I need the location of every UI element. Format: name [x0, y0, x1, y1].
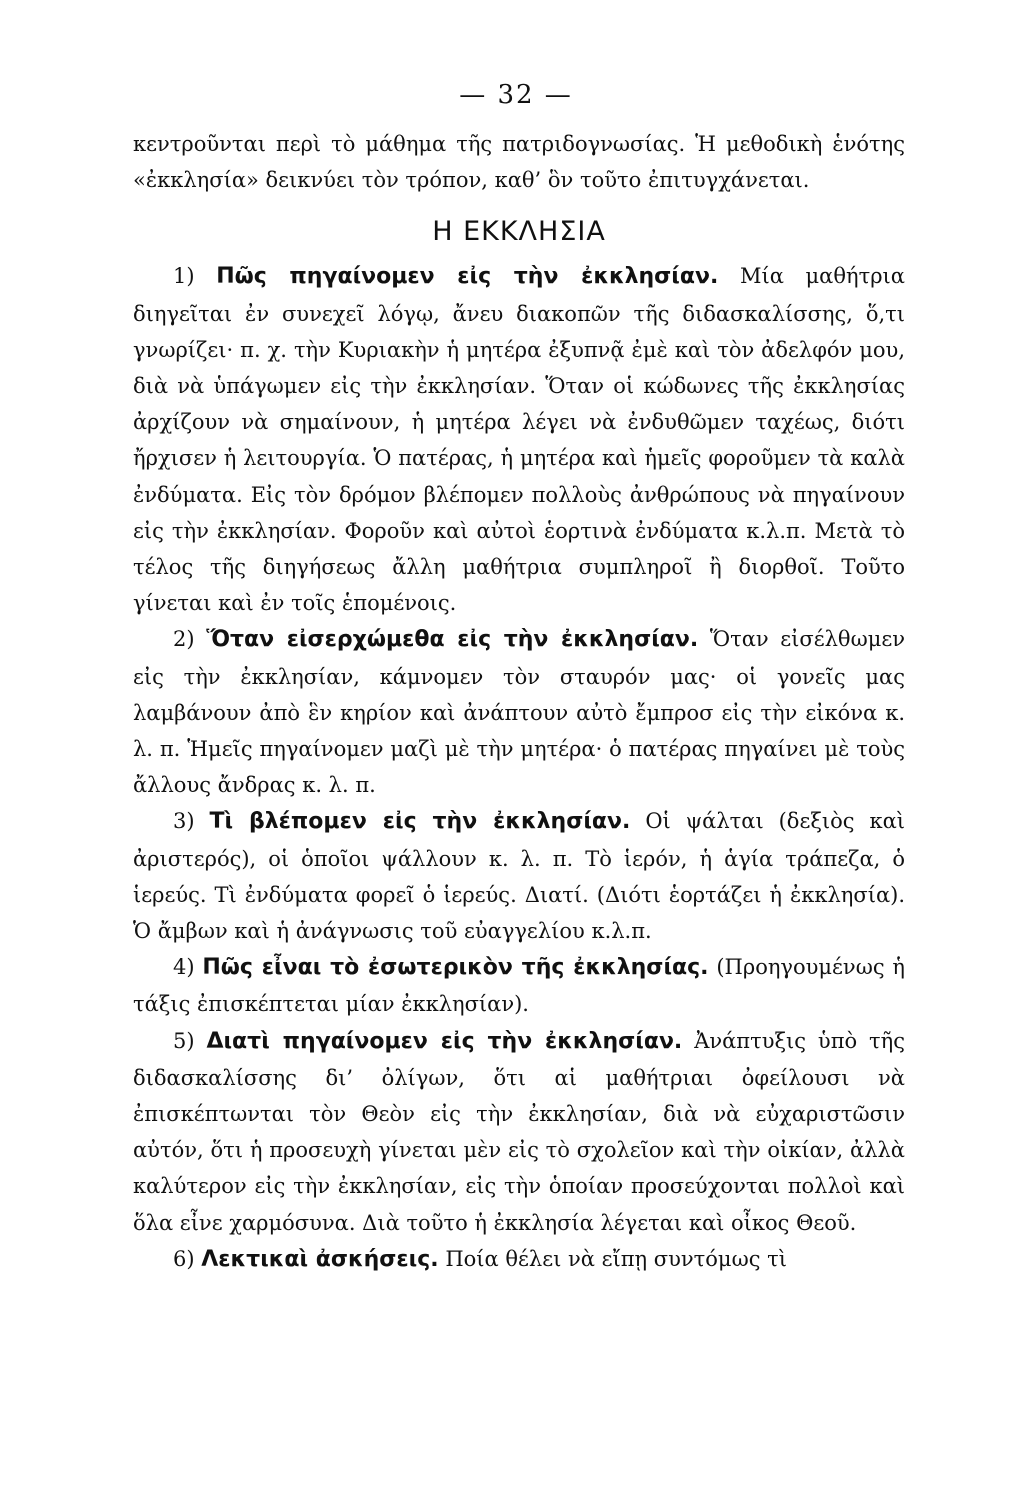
- section-title: Η ΕΚΚΛΗΣΙΑ: [432, 216, 606, 248]
- item-number: 3): [173, 809, 195, 834]
- item-text: Μία μαθήτρια διηγεῖται ἐν συνεχεῖ λόγῳ, ἄνευ διακοπῶν τῆς διδασκαλίσσης, ὅ,τι γνωρίζει· π. χ. τὴν Κυριακὴν ἡ μητέρα ἐξυπνᾷ ἐμὲ καὶ τὸν ἀδελφόν μου, διὰ νὰ ὑπάγωμεν εἰς τὴν ἐκκλησίαν. Ὅταν οἱ κώδωνες τῆς ἐκκλησίας ἀρχίζουν νὰ σημαίνουν, ἡ μητέρα λέγει νὰ ἐνδυθῶμεν ταχέως, διότι ἤρχισεν ἡ λειτουργία. Ὁ πατέρας, ἡ μητέρα καὶ ἡμεῖς φοροῦμεν τὰ καλὰ ἐνδύματα. Εἰς τὸν δρόμον βλέπομεν πολλοὺς ἀνθρώπους νὰ πηγαίνουν εἰς τὴν ἐκκλησίαν. Φοροῦν καὶ αὐτοὶ ἑορτινὰ ἐνδύματα κ.λ.π. Μετὰ τὸ τέλος τῆς διηγήσεως ἄλλη μαθήτρια συμπληροῖ ἢ διορθοῖ. Τοῦτο γίνεται καὶ ἐν τοῖς ἑπομένοις.: [133, 264, 905, 616]
- item-number: 4): [173, 955, 195, 980]
- list-item: [133, 1023, 905, 1241]
- item-text: Ὅταν εἰσέλθωμεν εἰς τὴν ἐκκλησίαν, κάμνομεν τὸν σταυρόν μας· οἱ γονεῖς μας λαμβάνουν ἀπὸ ἓν κηρίον καὶ ἀνάπτουν αὐτὸ ἔμπροσ εἰς τὴν εἰκόνα κ. λ. π. Ἡμεῖς πηγαίνομεν μαζὶ μὲ τὴν μητέρα· ὁ πατέρας πηγαίνει μὲ τοὺς ἄλλους ἄνδρας κ. λ. π.: [133, 627, 905, 798]
- item-text: Ἀνάπτυξις ὑπὸ τῆς διδασκαλίσσης δι’ ὀλίγων, ὅτι αἱ μαθήτριαι ὀφείλουσι νὰ ἐπισκέπτωνται τὸν Θεὸν εἰς τὴν ἐκκλησίαν, διὰ νὰ εὐχαριστῶσιν αὐτόν, ὅτι ἡ προσευχὴ γίνεται μὲν εἰς τὸ σχολεῖον καὶ τὴν οἰκίαν, ἀλλὰ καλύτερον εἰς τὴν ἐκκλησίαν, εἰς τὴν ὁποίαν προσεύχονται πολλοὶ καὶ ὅλα εἶνε χαρμόσυνα. Διὰ τοῦτο ἡ ἐκκλησία λέγεται καὶ οἶκος Θεοῦ.: [133, 1028, 905, 1235]
- item-number: 1): [173, 264, 195, 289]
- item-heading: Λεκτικαὶ ἀσκήσεις.: [201, 1246, 439, 1272]
- item-text: (Προηγουμένως ἡ τάξις ἐπισκέπτεται μίαν ἐκκλησίαν).: [133, 955, 905, 1017]
- item-heading: Πῶς εἶναι τὸ ἐσωτερικὸν τῆς ἐκκλησίας.: [202, 955, 709, 981]
- list-item: [133, 949, 905, 1022]
- item-heading: Διατὶ πηγαίνομεν εἰς τὴν ἐκκλησίαν.: [206, 1028, 683, 1054]
- list-item: [133, 1241, 905, 1278]
- item-heading: Ὅταν εἰσερχώμεθα εἰς τὴν ἐκκλησίαν.: [206, 627, 699, 653]
- item-heading: Πῶς πηγαίνομεν εἰς τὴν ἐκκλησίαν.: [216, 264, 719, 290]
- item-text: Ποία θέλει νὰ εἴπῃ συντόμως τὶ: [445, 1246, 787, 1271]
- item-number: 6): [173, 1246, 195, 1271]
- page-body: [133, 126, 905, 1278]
- item-number: 2): [173, 627, 195, 652]
- item-heading: Τὶ βλέπομεν εἰς τὴν ἐκκλησίαν.: [209, 809, 631, 835]
- item-number: 5): [173, 1028, 195, 1053]
- item-text: Οἱ ψάλται (δεξιὸς καὶ ἀριστερός), οἱ ὁποῖοι ψάλλουν κ. λ. π. Τὸ ἱερόν, ἡ ἁγία τράπεζα, ὁ ἱερεύς. Τὶ ἐνδύματα φορεῖ ὁ ἱερεύς. Διατί. (Διότι ἑορτάζει ἡ ἐκκλησία). Ὁ ἄμβων καὶ ἡ ἀνάγνωσις τοῦ εὐαγγελίου κ.λ.π.: [133, 809, 905, 944]
- list-item: [133, 621, 905, 803]
- list-item: [133, 803, 905, 949]
- list-item: [133, 258, 905, 621]
- intro-paragraph: κεντροῦνται περὶ τὸ μάθημα τῆς πατριδογνωσίας. Ἡ μεθοδικὴ ἑνότης «ἐκκλησία» δεικνύει τὸν τρόπον, καθ’ ὃν τοῦτο ἐπιτυγχάνεται.: [133, 132, 905, 193]
- page-number: — 32 —: [459, 80, 573, 110]
